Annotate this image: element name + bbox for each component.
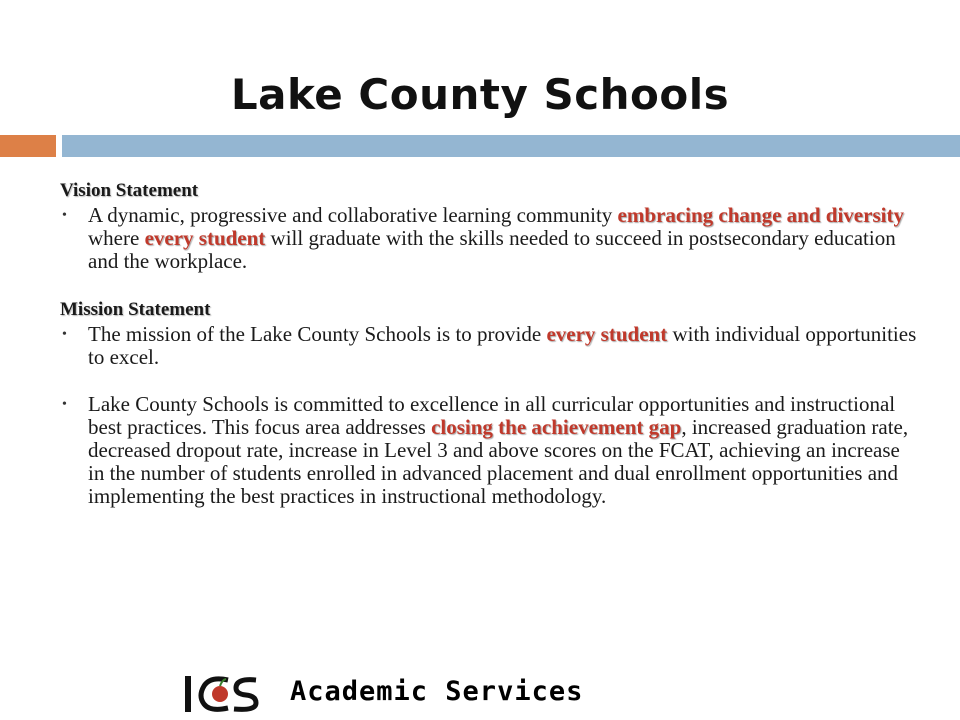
accent-bar-blue bbox=[62, 135, 960, 157]
vision-highlight-1: embracing change and diversity bbox=[617, 203, 904, 227]
mission2-highlight-1: closing the achievement gap bbox=[431, 415, 682, 439]
mission1-highlight-1: every student bbox=[546, 322, 668, 346]
mission2-text-1: Lake County Schools is committed to excellence in all curricular opportunities and instructional best practices. This focus area addresses bbox=[88, 392, 896, 439]
lcs-apple-logo-icon bbox=[184, 674, 260, 714]
mission-heading: Mission Statement bbox=[60, 299, 211, 320]
vision-text-1: A dynamic, progressive and collaborative learning community bbox=[88, 203, 618, 227]
mission1-text-1: The mission of the Lake County Schools is to provide bbox=[88, 322, 547, 346]
bullet-icon: • bbox=[62, 327, 67, 342]
vision-highlight-2: every student bbox=[144, 226, 266, 250]
mission1-text-2: with individual opportunities to excel. bbox=[88, 322, 917, 369]
bullet-icon: • bbox=[62, 208, 67, 223]
mission2-text-2: , increased graduation rate, decreased dropout rate, increase in Level 3 and above scores on the FCAT, achieving an increase in the number of students enrolled in advanced placement and dual enrollment opportunities and implementing the best practices in instructional methodology. bbox=[88, 415, 909, 508]
vision-bullet bbox=[60, 204, 920, 273]
slide-title: Lake County Schools bbox=[230, 70, 730, 119]
mission-bullet-1 bbox=[60, 323, 920, 369]
bullet-icon: • bbox=[62, 397, 67, 412]
vision-heading: Vision Statement bbox=[60, 180, 199, 201]
slide-content bbox=[60, 180, 920, 508]
accent-bar-orange bbox=[0, 135, 56, 157]
vision-text-2: where bbox=[88, 226, 145, 250]
footer-department: Academic Services bbox=[290, 676, 584, 707]
mission-bullet-2 bbox=[60, 393, 920, 508]
vision-text-3: will graduate with the skills needed to succeed in postsecondary education and the workplace. bbox=[88, 226, 896, 273]
